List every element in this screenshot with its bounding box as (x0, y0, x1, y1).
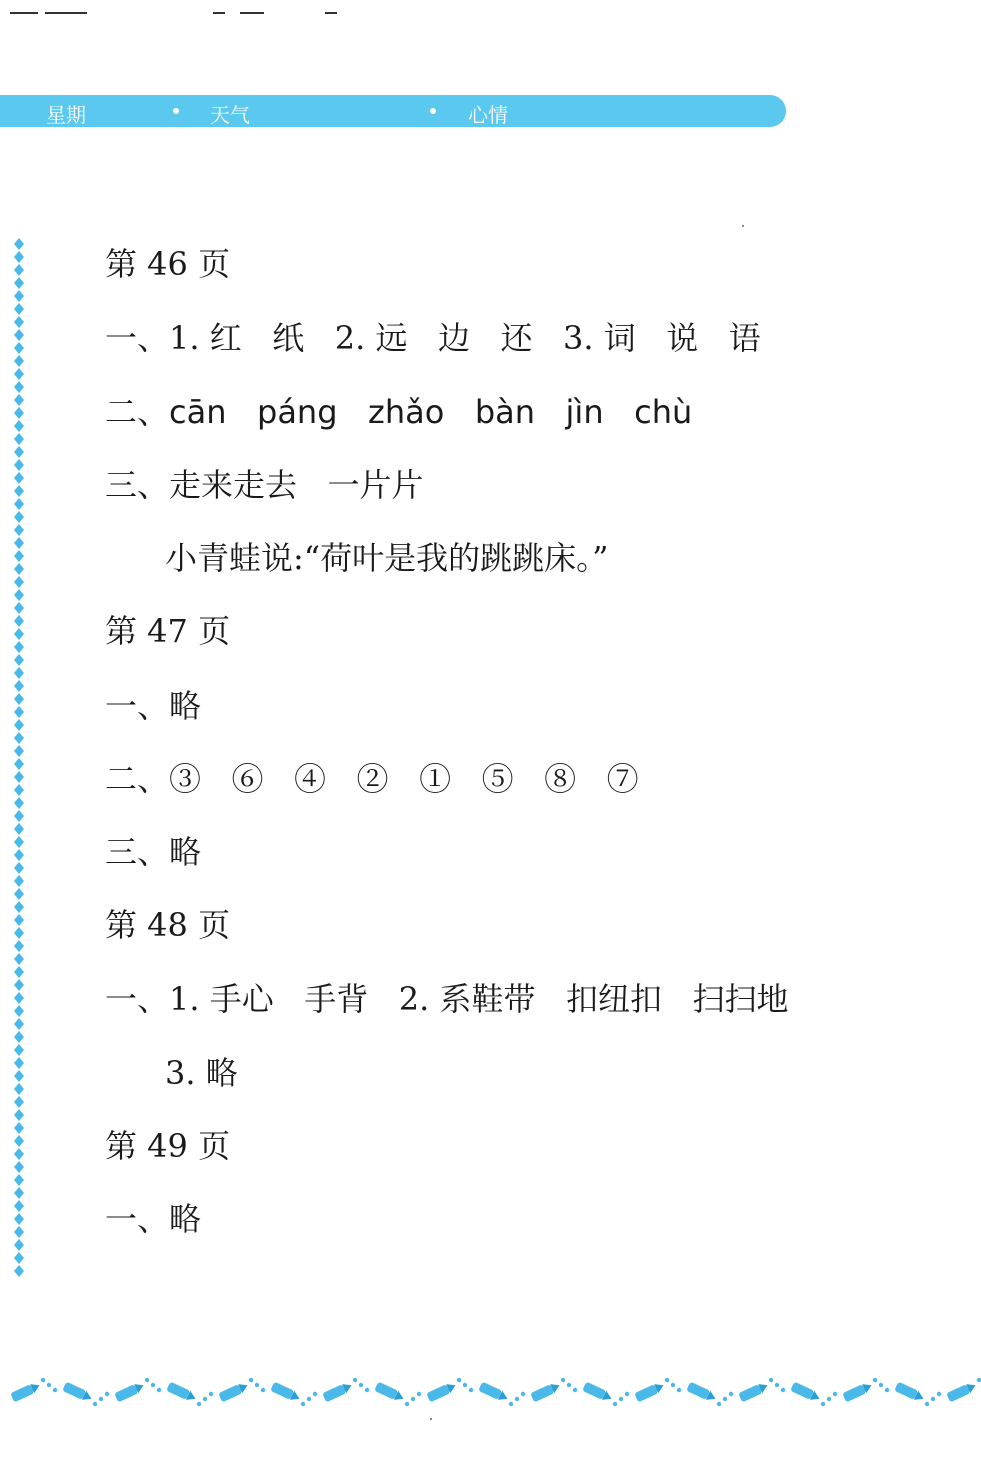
pencil-ornament (686, 1382, 717, 1404)
dot-ornament (717, 1402, 721, 1406)
diamond-ornament (14, 576, 24, 588)
diamond-ornament (14, 602, 24, 614)
pencil-ornament (894, 1382, 925, 1404)
pencil-ornament (62, 1382, 93, 1404)
diamond-ornament (14, 810, 24, 822)
diamond-ornament (14, 758, 24, 770)
dot-ornament (145, 1378, 149, 1382)
diamond-ornament (14, 251, 24, 263)
page-48-question-1: 一、1. 手心 手背 2. 系鞋带 扣纽扣 扫扫地 (105, 980, 789, 1018)
dot-ornament (405, 1402, 409, 1406)
page-47-heading: 第 47 页 (105, 612, 231, 650)
diamond-ornament (14, 680, 24, 692)
diamond-ornament (14, 628, 24, 640)
pencil-ornament (270, 1382, 301, 1404)
pencil-ornament (790, 1382, 821, 1404)
diamond-ornament (14, 1239, 24, 1251)
diamond-ornament (14, 303, 24, 315)
diamond-ornament (14, 563, 24, 575)
dot-ornament (359, 1383, 363, 1387)
dot-ornament (209, 1392, 213, 1396)
dot-ornament (619, 1397, 623, 1401)
diamond-ornament (14, 550, 24, 562)
diamond-ornament (14, 693, 24, 705)
diamond-ornament (14, 1057, 24, 1069)
pencil-ornament (426, 1381, 457, 1403)
dot-ornament (105, 1392, 109, 1396)
dot-ornament (729, 1392, 733, 1396)
diamond-ornament (14, 290, 24, 302)
diamond-ornament (14, 342, 24, 354)
diamond-ornament (14, 355, 24, 367)
separator-dot (173, 108, 179, 114)
diamond-ornament (14, 1135, 24, 1147)
dot-ornament (203, 1397, 207, 1401)
dot-ornament (509, 1402, 513, 1406)
dot-ornament (99, 1397, 103, 1401)
weather-label: 天气 (210, 103, 250, 127)
page-46-question-1: 一、1. 红 纸 2. 远 边 还 3. 词 说 语 (105, 319, 761, 357)
diamond-ornament (14, 1200, 24, 1212)
pencil-ornament (946, 1381, 977, 1403)
dot-ornament (665, 1378, 669, 1382)
dot-ornament (53, 1388, 57, 1392)
pencil-ornament (738, 1381, 769, 1403)
diamond-ornament (14, 797, 24, 809)
dot-ornament (313, 1392, 317, 1396)
diamond-ornament (14, 953, 24, 965)
dot-ornament (301, 1402, 305, 1406)
pencil-ornament (166, 1382, 197, 1404)
pencil-ornament (114, 1381, 145, 1403)
diamond-ornament (14, 1044, 24, 1056)
page-49-question-1: 一、略 (105, 1200, 202, 1238)
pencil-ornament (478, 1382, 509, 1404)
diamond-ornament (14, 446, 24, 458)
dot-ornament (249, 1378, 253, 1382)
diamond-ornament (14, 1161, 24, 1173)
dot-ornament (469, 1388, 473, 1392)
diamond-ornament (14, 719, 24, 731)
dot-ornament (515, 1397, 519, 1401)
diamond-ornament (14, 1005, 24, 1017)
dot-ornament (261, 1388, 265, 1392)
diamond-ornament (14, 381, 24, 393)
diamond-ornament (14, 1018, 24, 1030)
dot-ornament (151, 1383, 155, 1387)
pencil-ornament (322, 1381, 353, 1403)
pencil-ornament (530, 1381, 561, 1403)
page-46-question-3: 三、走来走去 一片片 (105, 466, 424, 504)
dot-ornament (255, 1383, 259, 1387)
diamond-ornament (14, 914, 24, 926)
diamond-ornament (14, 667, 24, 679)
diamond-ornament (14, 524, 24, 536)
dot-ornament (197, 1402, 201, 1406)
diamond-ornament (14, 1187, 24, 1199)
diamond-ornament (14, 329, 24, 341)
diamond-ornament (14, 1070, 24, 1082)
diamond-ornament (14, 940, 24, 952)
diamond-ornament (14, 641, 24, 653)
mood-label: 心情 (468, 103, 508, 127)
header-bar (0, 95, 786, 127)
dot-ornament (613, 1402, 617, 1406)
diamond-ornament (14, 901, 24, 913)
diamond-ornament (14, 1226, 24, 1238)
dot-ornament (827, 1397, 831, 1401)
diamond-ornament (14, 433, 24, 445)
page-48-heading: 第 48 页 (105, 906, 231, 944)
dot-ornament (561, 1378, 565, 1382)
dot-ornament (307, 1397, 311, 1401)
dot-ornament (821, 1402, 825, 1406)
page-46-question-3-sentence: 小青蛙说:“荷叶是我的跳跳床。” (165, 539, 609, 577)
dot-ornament (417, 1392, 421, 1396)
diamond-ornament (14, 1031, 24, 1043)
dot-ornament (931, 1397, 935, 1401)
page-47-question-1: 一、略 (105, 687, 202, 725)
diamond-ornament (14, 1083, 24, 1095)
left-diamond-border (8, 238, 30, 1278)
diamond-ornament (14, 264, 24, 276)
diamond-ornament (14, 1122, 24, 1134)
diamond-ornament (14, 407, 24, 419)
dot-ornament (411, 1397, 415, 1401)
diamond-ornament (14, 1109, 24, 1121)
diamond-ornament (14, 485, 24, 497)
diamond-ornament (14, 394, 24, 406)
dot-ornament (625, 1392, 629, 1396)
diamond-ornament (14, 472, 24, 484)
page-46-question-2: 二、cān páng zhǎo bàn jìn chù (105, 393, 693, 431)
dot-ornament (723, 1397, 727, 1401)
page-46-heading: 第 46 页 (105, 245, 231, 283)
diamond-ornament (14, 992, 24, 1004)
diamond-ornament (14, 927, 24, 939)
dot-ornament (463, 1383, 467, 1387)
diamond-ornament (14, 459, 24, 471)
diamond-ornament (14, 316, 24, 328)
dot-ornament (41, 1378, 45, 1382)
diamond-ornament (14, 615, 24, 627)
dot-ornament (781, 1388, 785, 1392)
dot-ornament (365, 1388, 369, 1392)
diamond-ornament (14, 654, 24, 666)
diamond-ornament (14, 875, 24, 887)
pencil-ornament (842, 1381, 873, 1403)
page-48-question-1-part-3: 3. 略 (165, 1054, 238, 1092)
pencil-ornament (374, 1382, 405, 1404)
page-47-question-2: 二、③ ⑥ ④ ② ① ⑤ ⑧ ⑦ (105, 760, 639, 798)
diamond-ornament (14, 771, 24, 783)
dot-ornament (93, 1402, 97, 1406)
dot-ornament (977, 1378, 981, 1382)
diamond-ornament (14, 1174, 24, 1186)
page-47-question-3: 三、略 (105, 833, 202, 871)
dot-ornament (885, 1388, 889, 1392)
dot-ornament (567, 1383, 571, 1387)
dot-ornament (873, 1378, 877, 1382)
dot-ornament (157, 1388, 161, 1392)
diamond-ornament (14, 498, 24, 510)
diamond-ornament (14, 979, 24, 991)
diamond-ornament (14, 589, 24, 601)
diamond-ornament (14, 732, 24, 744)
diamond-ornament (14, 745, 24, 757)
diamond-ornament (14, 1252, 24, 1264)
page-49-heading: 第 49 页 (105, 1127, 231, 1165)
separator-dot (430, 108, 436, 114)
dot-ornament (775, 1383, 779, 1387)
pencil-ornament (10, 1381, 41, 1403)
diamond-ornament (14, 277, 24, 289)
diamond-ornament (14, 784, 24, 796)
diamond-ornament (14, 1148, 24, 1160)
week-label: 星期 (46, 103, 86, 127)
dot-ornament (937, 1392, 941, 1396)
pencil-ornament (218, 1381, 249, 1403)
dot-ornament (353, 1378, 357, 1382)
pencil-ornament (582, 1382, 613, 1404)
dot-ornament (833, 1392, 837, 1396)
top-scan-marks (0, 0, 981, 30)
dot-ornament (573, 1388, 577, 1392)
diamond-ornament (14, 836, 24, 848)
diamond-ornament (14, 966, 24, 978)
diamond-ornament (14, 1213, 24, 1225)
diamond-ornament (14, 1265, 24, 1277)
dot-ornament (677, 1388, 681, 1392)
diamond-ornament (14, 511, 24, 523)
dot-ornament (925, 1402, 929, 1406)
diamond-ornament (14, 420, 24, 432)
diamond-ornament (14, 888, 24, 900)
dot-ornament (671, 1383, 675, 1387)
bottom-pencil-border (0, 1360, 981, 1430)
dot-ornament (521, 1392, 525, 1396)
diamond-ornament (14, 849, 24, 861)
pencil-ornament (634, 1381, 665, 1403)
dot-ornament (457, 1378, 461, 1382)
dot-ornament (879, 1383, 883, 1387)
dot-ornament (769, 1378, 773, 1382)
diamond-ornament (14, 862, 24, 874)
diamond-ornament (14, 706, 24, 718)
diamond-ornament (14, 823, 24, 835)
diamond-ornament (14, 368, 24, 380)
diamond-ornament (14, 537, 24, 549)
diamond-ornament (14, 238, 24, 250)
diamond-ornament (14, 1096, 24, 1108)
dot-ornament (47, 1383, 51, 1387)
